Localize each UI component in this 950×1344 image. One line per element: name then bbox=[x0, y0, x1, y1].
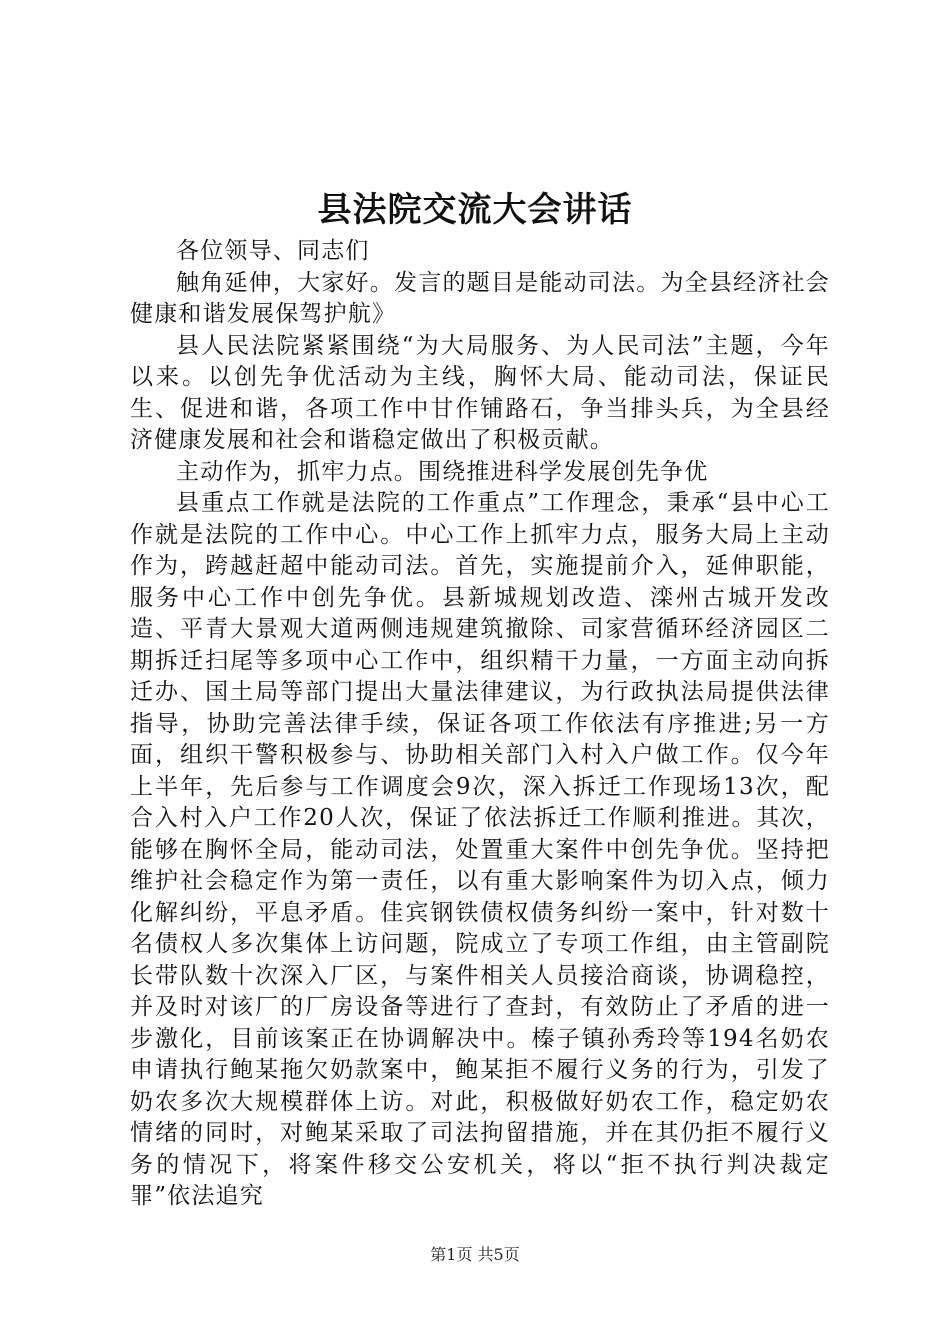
page-number-footer: 第1页 共5页 bbox=[430, 1245, 520, 1264]
paragraph-salutation: 各位领导、同志们 bbox=[176, 238, 370, 264]
paragraph-section-heading: 主动作为，抓牢力点。围绕推进科学发展创先争优 bbox=[176, 458, 709, 485]
paragraph-overview: 县人民法院紧紧围绕“为大局服务、为人民司法”主题，今年以来。以创先争优活动为主线，胸怀大局、能动司法，保证民生、促进和谐，各项工作中甘作铺路石，争当排头兵，为全县经济健康发展和社会和谐稳定做出了积极贡献。 bbox=[130, 332, 830, 453]
paragraph-main: 县重点工作就是法院的工作重点”工作理念，秉承“县中心工作就是法院的工作中心。中心工作上抓牢力点，服务大局上主动作为，跨越赶超中能动司法。首先，实施提前介入，延伸职能，服务中心工作中创先争优。县新城规划改造、滦州古城开发改造、平青大景观大道两侧违规建筑撤除、司家营循环经济园区二期拆迁扫尾等多项中心工作中，组织精干力量，一方面主动向拆迁办、国土局等部门提出大量法律建议，为行政执法局提供法律指导，协助完善法律手续，保证各项工作依法有序推进;另一方面，组织干警积极参与、协助相关部门入村入户做工作。仅今年上半年，先后参与工作调度会9次，深入拆迁工作现场13次，配合入村入户工作20人次，保证了依法拆迁工作顺利推进。其次，能够在胸怀全局，能动司法，处置重大案件中创先争优。坚持把维护社会稳定作为第一责任，以有重大影响案件为切入点，倾力化解纠纷，平息矛盾。佳宾钢铁债权债务纠纷一案中，针对数十名债权人多次集体上访问题，院成立了专项工作组，由主管副院长带队数十次深入厂区，与案件相关人员接洽商谈，协调稳控，并及时对该厂的厂房设备等进行了查封，有效防止了矛盾的进一步激化，目前该案正在协调解决中。榛子镇孙秀玲等194名奶农申请执行鲍某拖欠奶款案中，鲍某拒不履行义务的行为，引发了奶农多次大规模群体上访。对此，积极做好奶农工作，稳定奶农情绪的同时，对鲍某采取了司法拘留措施，并在其仍拒不履行义务的情况下，将案件移交公安机关，将以“拒不执行判决裁定罪”依法追究 bbox=[130, 490, 830, 1209]
document-body bbox=[130, 236, 830, 1213]
document-title: 县法院交流大会讲话 bbox=[317, 190, 633, 230]
paragraph-opening: 触角延伸，大家好。发言的题目是能动司法。为全县经济社会健康和谐发展保驾护航》 bbox=[130, 269, 830, 327]
